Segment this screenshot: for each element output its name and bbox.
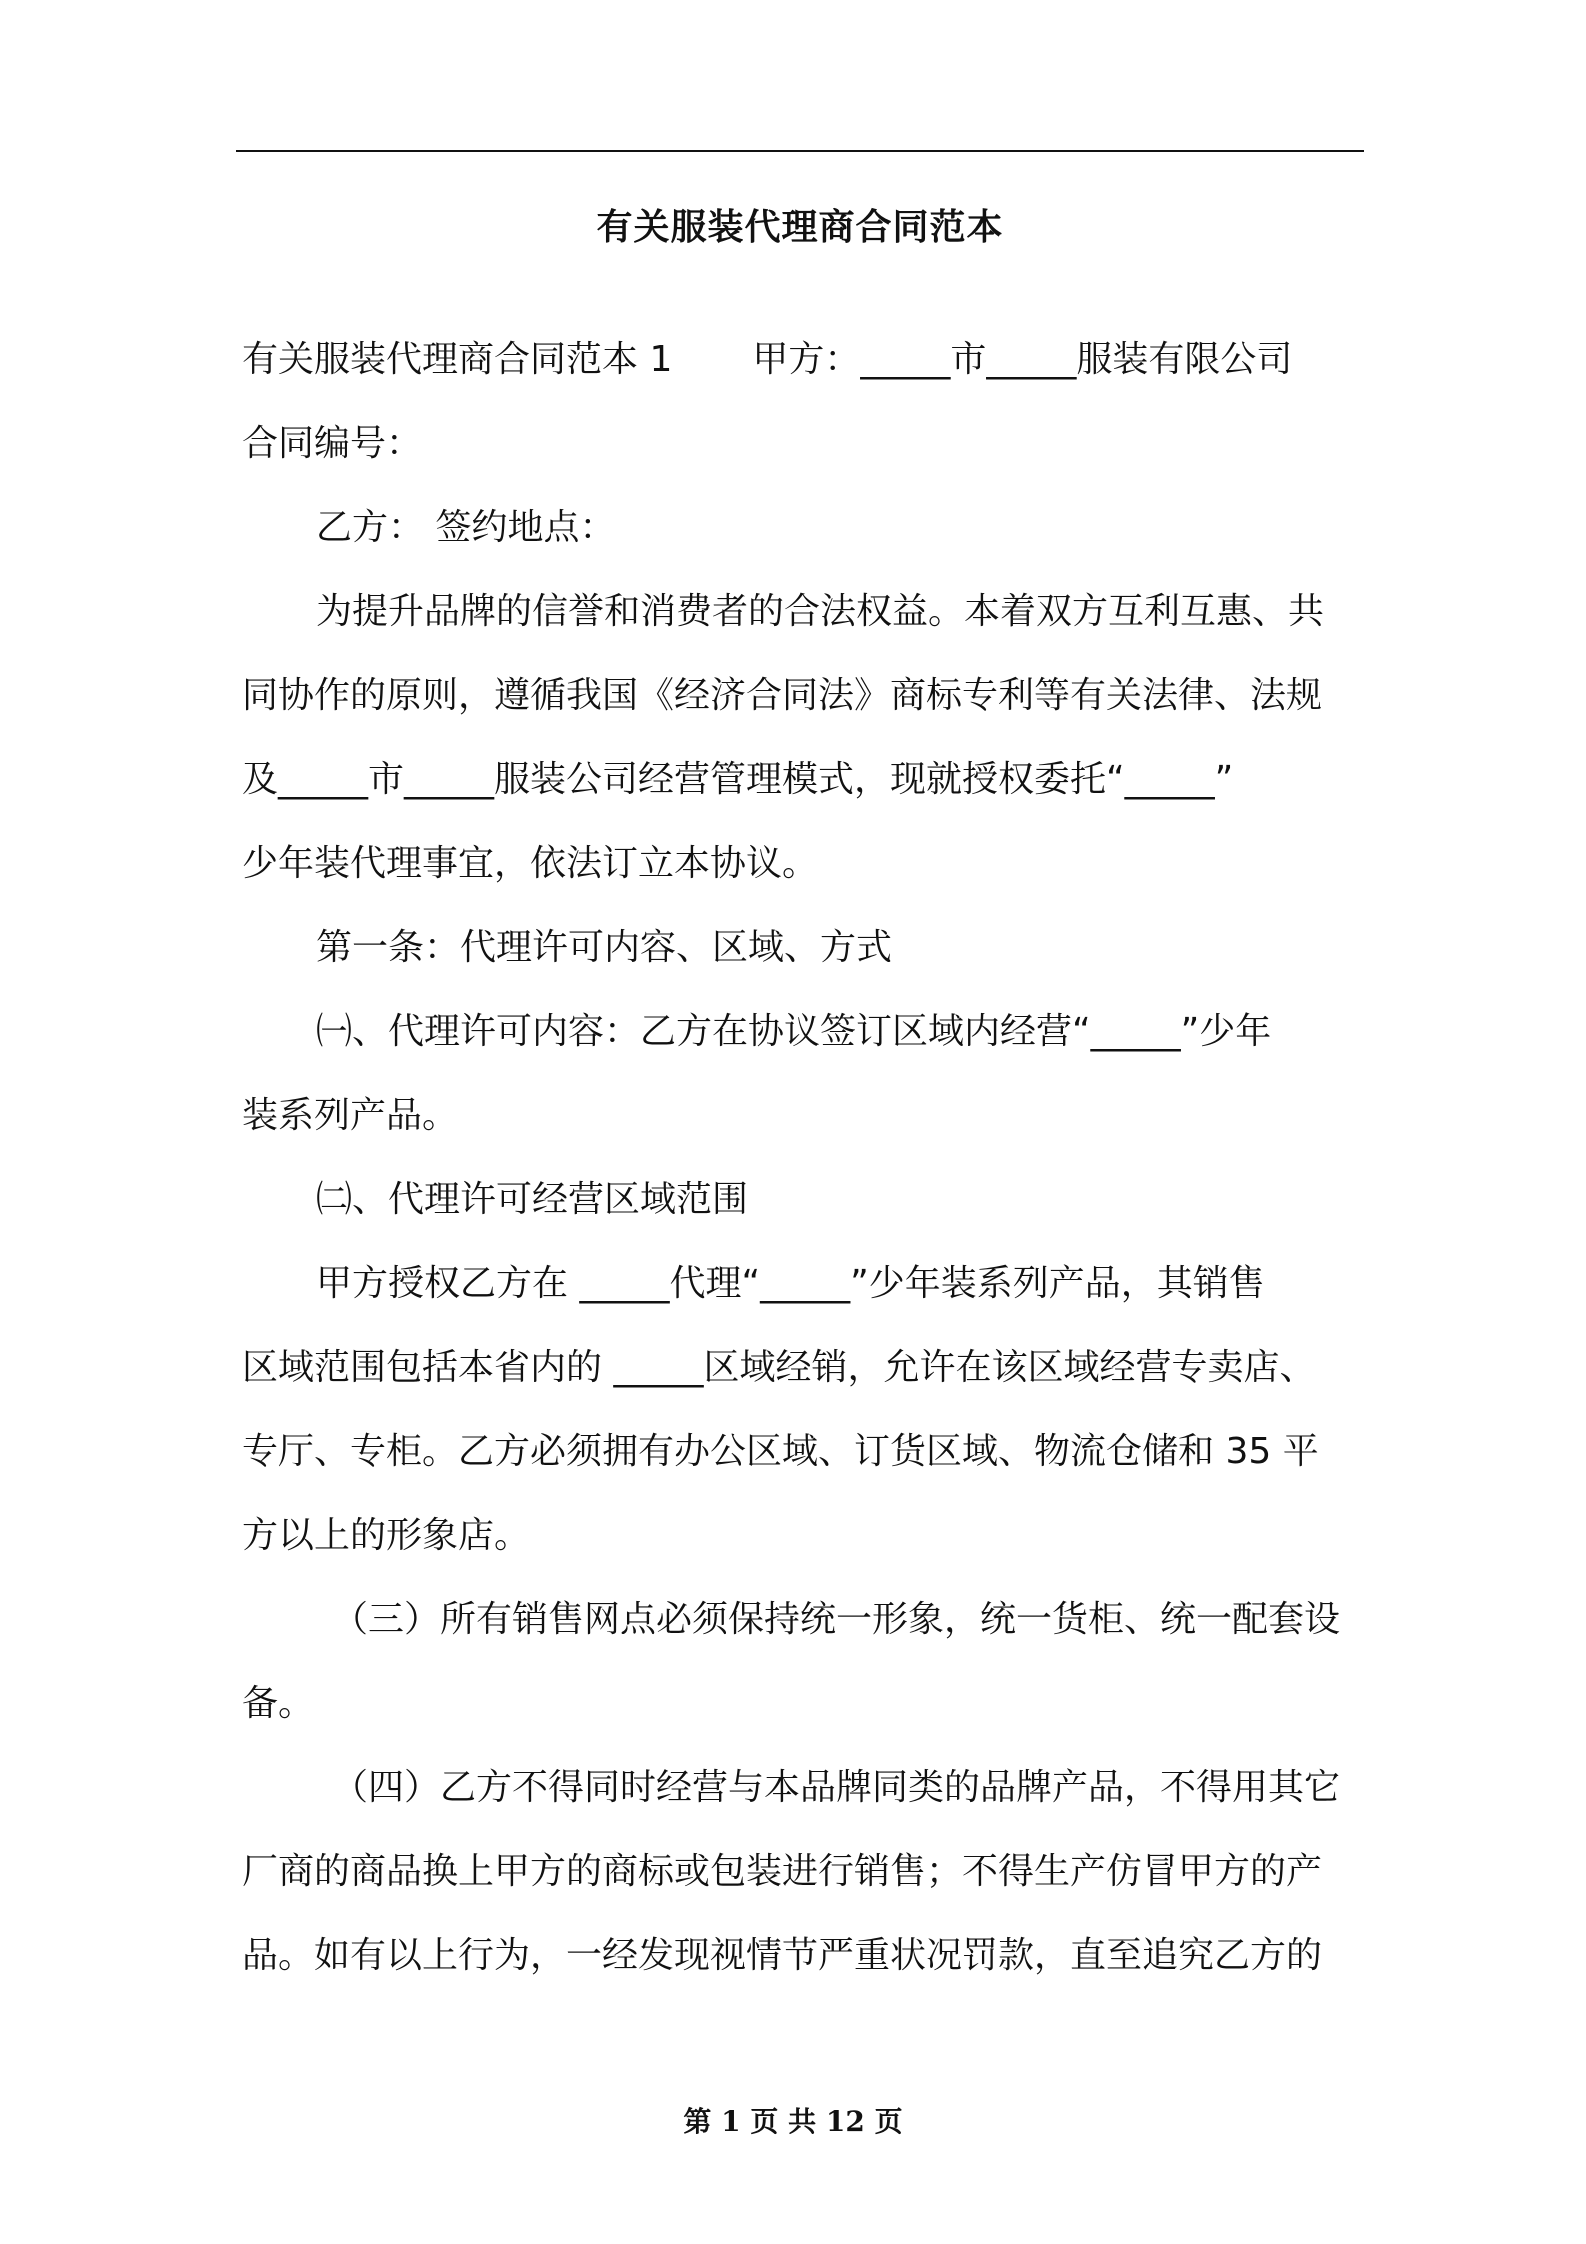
body-line-1 [242, 318, 1362, 402]
preamble-line-2: 同协作的原则，遵循我国《经济合同法》商标专利等有关法律、法规 [242, 675, 1323, 716]
clause-1-line-1: ㈠、代理许可内容：乙方在协议签订区域内经营“_____”少年 [316, 1011, 1272, 1052]
clause-2-line-1: 甲方授权乙方在 _____代理“_____”少年装系列产品，其销售 [316, 1263, 1265, 1304]
party-b-line: 乙方： 签约地点： [316, 507, 616, 548]
party-a-line: 甲方：_____市_____服装有限公司 [752, 339, 1293, 380]
clause-2-line-3: 专厅、专柜。乙方必须拥有办公区域、订货区域、物流仓储和 35 平 [242, 1431, 1319, 1472]
document-body [242, 318, 1362, 1998]
article-1-heading: 第一条：代理许可内容、区域、方式 [316, 927, 893, 968]
document-title: 有关服装代理商合同范本 [596, 207, 1004, 248]
clause-2-line-2: 区域范围包括本省内的 _____区域经销，允许在该区域经营专卖店、 [242, 1347, 1316, 1388]
clause-1-line-2: 装系列产品。 [242, 1095, 459, 1136]
clause-4-line-3: 品。如有以上行为，一经发现视情节严重状况罚款，直至追究乙方的 [242, 1935, 1323, 1976]
preamble-line-1: 为提升品牌的信誉和消费者的合法权益。本着双方互利互惠、共 [316, 591, 1325, 632]
preamble-line-4: 少年装代理事宜，依法订立本协议。 [242, 843, 819, 884]
page-number: 第 1 页 共 12 页 [683, 2105, 903, 2138]
clause-4-line-1: （四）乙方不得同时经营与本品牌同类的品牌产品，不得用其它 [332, 1767, 1341, 1808]
clause-3-line-2: 备。 [242, 1683, 315, 1724]
clause-2-line-4: 方以上的形象店。 [242, 1515, 531, 1556]
clause-3-line-1: （三）所有销售网点必须保持统一形象，统一货柜、统一配套设 [332, 1599, 1341, 1640]
clause-2-heading: ㈡、代理许可经营区域范围 [316, 1179, 749, 1220]
preamble-line-3: 及_____市_____服装公司经营管理模式，现就授权委托“_____” [242, 759, 1234, 800]
contract-heading: 有关服装代理商合同范本 1 [242, 339, 673, 380]
header-rule [236, 150, 1364, 152]
clause-4-line-2: 厂商的商品换上甲方的商标或包装进行销售；不得生产仿冒甲方的产 [242, 1851, 1323, 1892]
contract-number-line: 合同编号： [242, 423, 423, 464]
